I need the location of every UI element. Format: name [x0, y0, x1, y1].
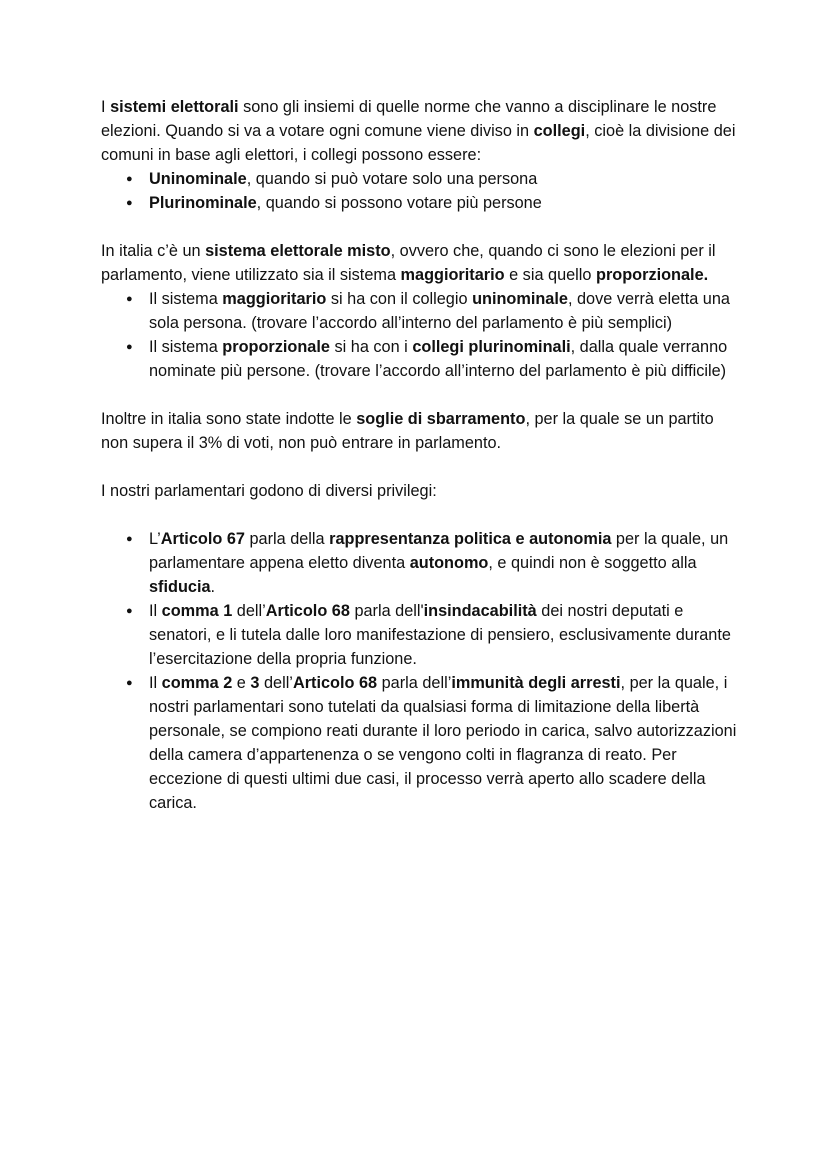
text-run: e sia quello [504, 266, 596, 284]
text-run: Il sistema [149, 338, 223, 356]
bold-term: Articolo 68 [265, 602, 350, 620]
bullet-icon: ● [126, 533, 133, 545]
text-run: , dove verrà eletta una sola persona. (trovare l’accordo all’interno del parlamento è più semplici) [149, 290, 730, 332]
text-run: I [101, 98, 111, 116]
paragraph-sistema-misto [101, 239, 738, 287]
bullet-icon: ● [126, 605, 133, 617]
bullet-icon: ● [126, 197, 133, 209]
text-run: per la quale, un parlamentare appena eletto diventa [149, 530, 729, 572]
text-run: e [232, 674, 251, 692]
list-item [126, 599, 738, 671]
list-sistemi [101, 287, 738, 383]
bold-term: collegi [533, 122, 586, 140]
bold-term: immunità degli arresti [451, 674, 621, 692]
text-run: L’ [149, 530, 161, 548]
text-run: , quando si può votare solo una persona [246, 170, 538, 188]
bold-term: autonomo [409, 554, 489, 572]
text-run: , dalla quale verranno nominate più persone. (trovare l’accordo all’interno del parlamento è più difficile) [149, 338, 728, 380]
list-articoli [101, 527, 738, 815]
list-item [126, 527, 738, 599]
text-run: si ha con il collegio [326, 290, 473, 308]
bold-term: Uninominale [149, 170, 247, 188]
bullet-icon: ● [126, 341, 133, 353]
list-item [126, 335, 738, 383]
text-run: . [210, 578, 216, 596]
bold-term: insindacabilità [423, 602, 537, 620]
list-item [126, 167, 738, 191]
bold-term: rappresentanza politica e autonomia [329, 530, 612, 548]
text-run: Il [149, 674, 162, 692]
list-item [126, 191, 738, 215]
paragraph-sistemi-elettorali [101, 95, 738, 167]
text-run: parla della [244, 530, 330, 548]
bold-term: uninominale [472, 290, 568, 308]
text-run: , cioè la divisione dei comuni in base agli elettori, i collegi possono essere: [101, 122, 736, 164]
list-item [126, 287, 738, 335]
bullet-icon: ● [126, 677, 133, 689]
text-run: I nostri parlamentari godono di diversi privilegi: [101, 482, 437, 500]
text-run: , ovvero che, quando ci sono le elezioni per il parlamento, viene utilizzato sia il sistema [101, 242, 716, 284]
bold-term: sistemi elettorali [110, 98, 239, 116]
text-run: Inoltre in italia sono state indotte le [101, 410, 357, 428]
bold-term: Articolo 67 [160, 530, 245, 548]
list-collegi [101, 167, 738, 215]
bold-term: maggioritario [400, 266, 505, 284]
text-run: parla dell’ [377, 674, 452, 692]
text-run: dei nostri deputati e senatori, e li tutela dalle loro manifestazione di pensiero, esclusivamente durante l’esercitazione della propria funzione. [149, 602, 731, 668]
bold-term: sistema elettorale misto [205, 242, 391, 260]
text-run: sono gli insiemi di quelle norme che vanno a disciplinare le nostre elezioni. Quando si va a votare ogni comune viene diviso in [101, 98, 717, 140]
bold-term: collegi plurinominali [412, 338, 571, 356]
paragraph-privilegi [101, 479, 738, 503]
list-item [126, 671, 738, 815]
bold-term: comma 2 [161, 674, 233, 692]
paragraph-gap [101, 455, 738, 479]
bold-term: soglie di sbarramento [356, 410, 526, 428]
text-run: si ha con i [329, 338, 413, 356]
bold-term: sfiducia [149, 578, 211, 596]
text-run: Il [149, 602, 162, 620]
text-run: , per la quale, i nostri parlamentari sono tutelati da qualsiasi forma di limitazione della libertà personale, se compiono reati durante il loro periodo in carica, salvo autorizzazioni della camera d’appartenenza o se vengono colti in flagranza di reato. Per eccezione di questi ultimi due casi, il processo verrà aperto allo scadere della carica. [149, 674, 737, 812]
bold-term: Articolo 68 [292, 674, 378, 692]
bullet-icon: ● [126, 173, 133, 185]
text-run: dell’ [232, 602, 266, 620]
paragraph-gap [101, 383, 738, 407]
text-run: parla dell' [349, 602, 424, 620]
text-run: , per la quale se un partito non supera il 3% di voti, non può entrare in parlamento. [101, 410, 714, 452]
paragraph-gap [101, 215, 738, 239]
text-run: In italia c’è un [101, 242, 206, 260]
paragraph-gap [101, 503, 738, 527]
bold-term: Plurinominale [149, 194, 257, 212]
bold-term: comma 1 [161, 602, 233, 620]
text-run: , quando si possono votare più persone [256, 194, 542, 212]
bold-term: 3 [250, 674, 260, 692]
text-run: Il sistema [149, 290, 223, 308]
bold-term: proporzionale [222, 338, 330, 356]
bold-term: proporzionale. [596, 266, 709, 284]
text-run: , e quindi non è soggetto alla [488, 554, 697, 572]
bullet-icon: ● [126, 293, 133, 305]
paragraph-soglie-sbarramento [101, 407, 738, 455]
bold-term: maggioritario [222, 290, 327, 308]
text-run: dell’ [259, 674, 293, 692]
